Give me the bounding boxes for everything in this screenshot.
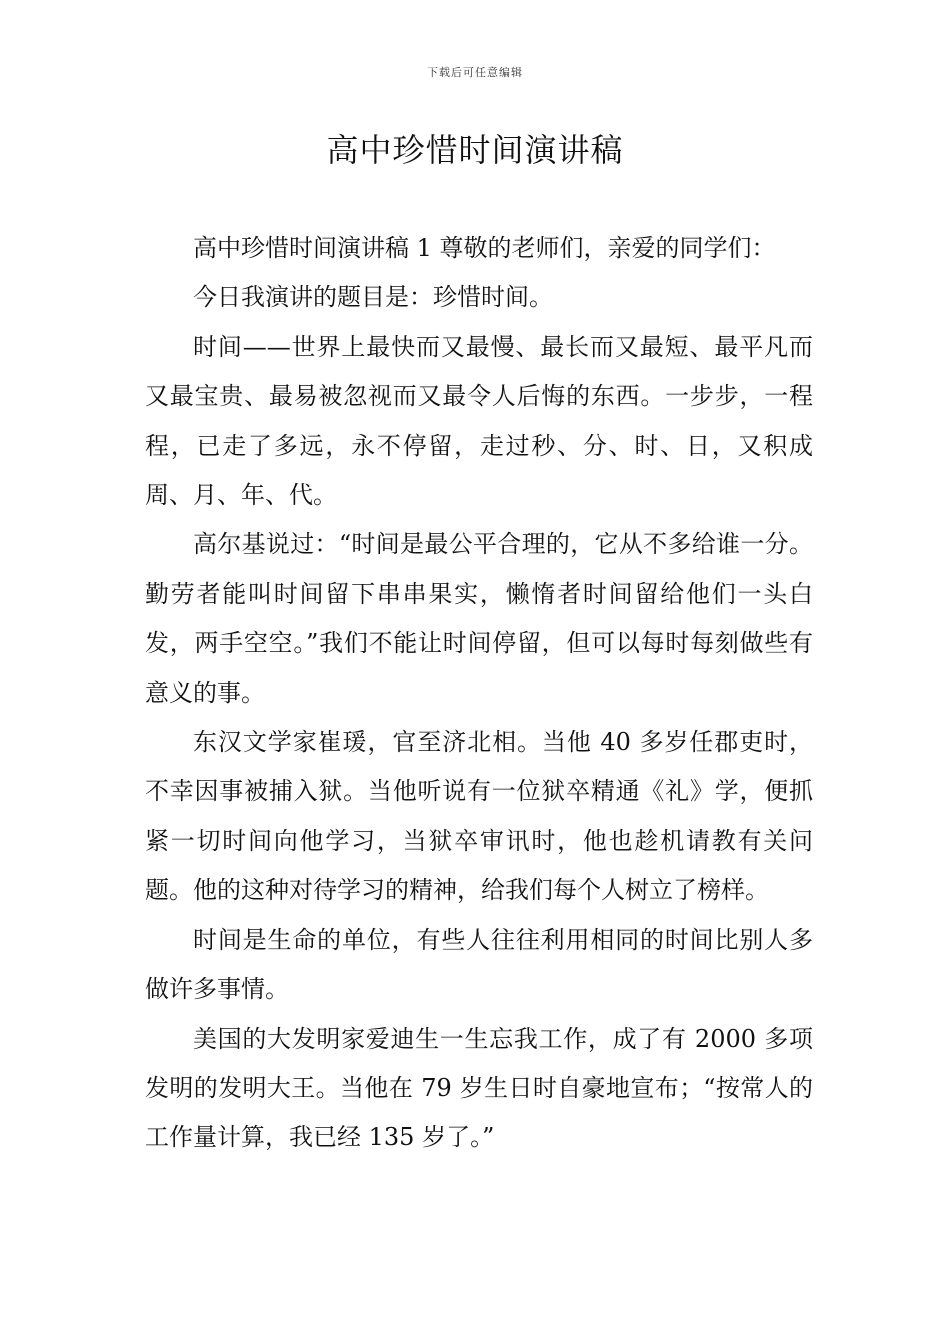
document-title: 高中珍惜时间演讲稿 [326,131,624,169]
paragraph-life-unit: 时间是生命的单位，有些人往往利用相同的时间比别人多做许多事情。 [145,925,813,1004]
paragraph-time-description: 时间——世界上最快而又最慢、最长而又最短、最平凡而又最宝贵、最易被忽视而又最令人后悔的东西。一步步，一程程，已走了多远，永不停留，走过秒、分、时、日，又积成周、月、年、代。 [145,332,813,510]
paragraph-cui-yuan: 东汉文学家崔瑗，官至济北相。当他 40 多岁任郡吏时，不幸因事被捕入狱。当他听说有一位狱卒精通《礼》学，便抓紧一切时间向他学习，当狱卒审讯时，他也趁机请教有关问题。他的这种对待学习的精神，给我们每个人树立了榜样。 [145,728,813,905]
paragraph-topic: 今日我演讲的题目是：珍惜时间。 [193,283,553,312]
paragraph-edison: 美国的大发明家爱迪生一生忘我工作，成了有 2000 多项发明的发明大王。当他在 79 岁生日时自豪地宣布；“按常人的工作量计算，我已经 135 岁了。” [145,1024,813,1152]
paragraph-greeting: 高中珍惜时间演讲稿 1 尊敬的老师们，亲爱的同学们： [193,234,776,262]
header-note: 下载后可任意编辑 [427,66,523,79]
document-body [145,224,813,1163]
paragraph-gorky-quote: 高尔基说过：“时间是最公平合理的，它从不多给谁一分。勤劳者能叫时间留下串串果实，懒惰者时间留给他们一头白发，两手空空。”我们不能让时间停留，但可以每时每刻做些有意义的事。 [145,530,813,707]
